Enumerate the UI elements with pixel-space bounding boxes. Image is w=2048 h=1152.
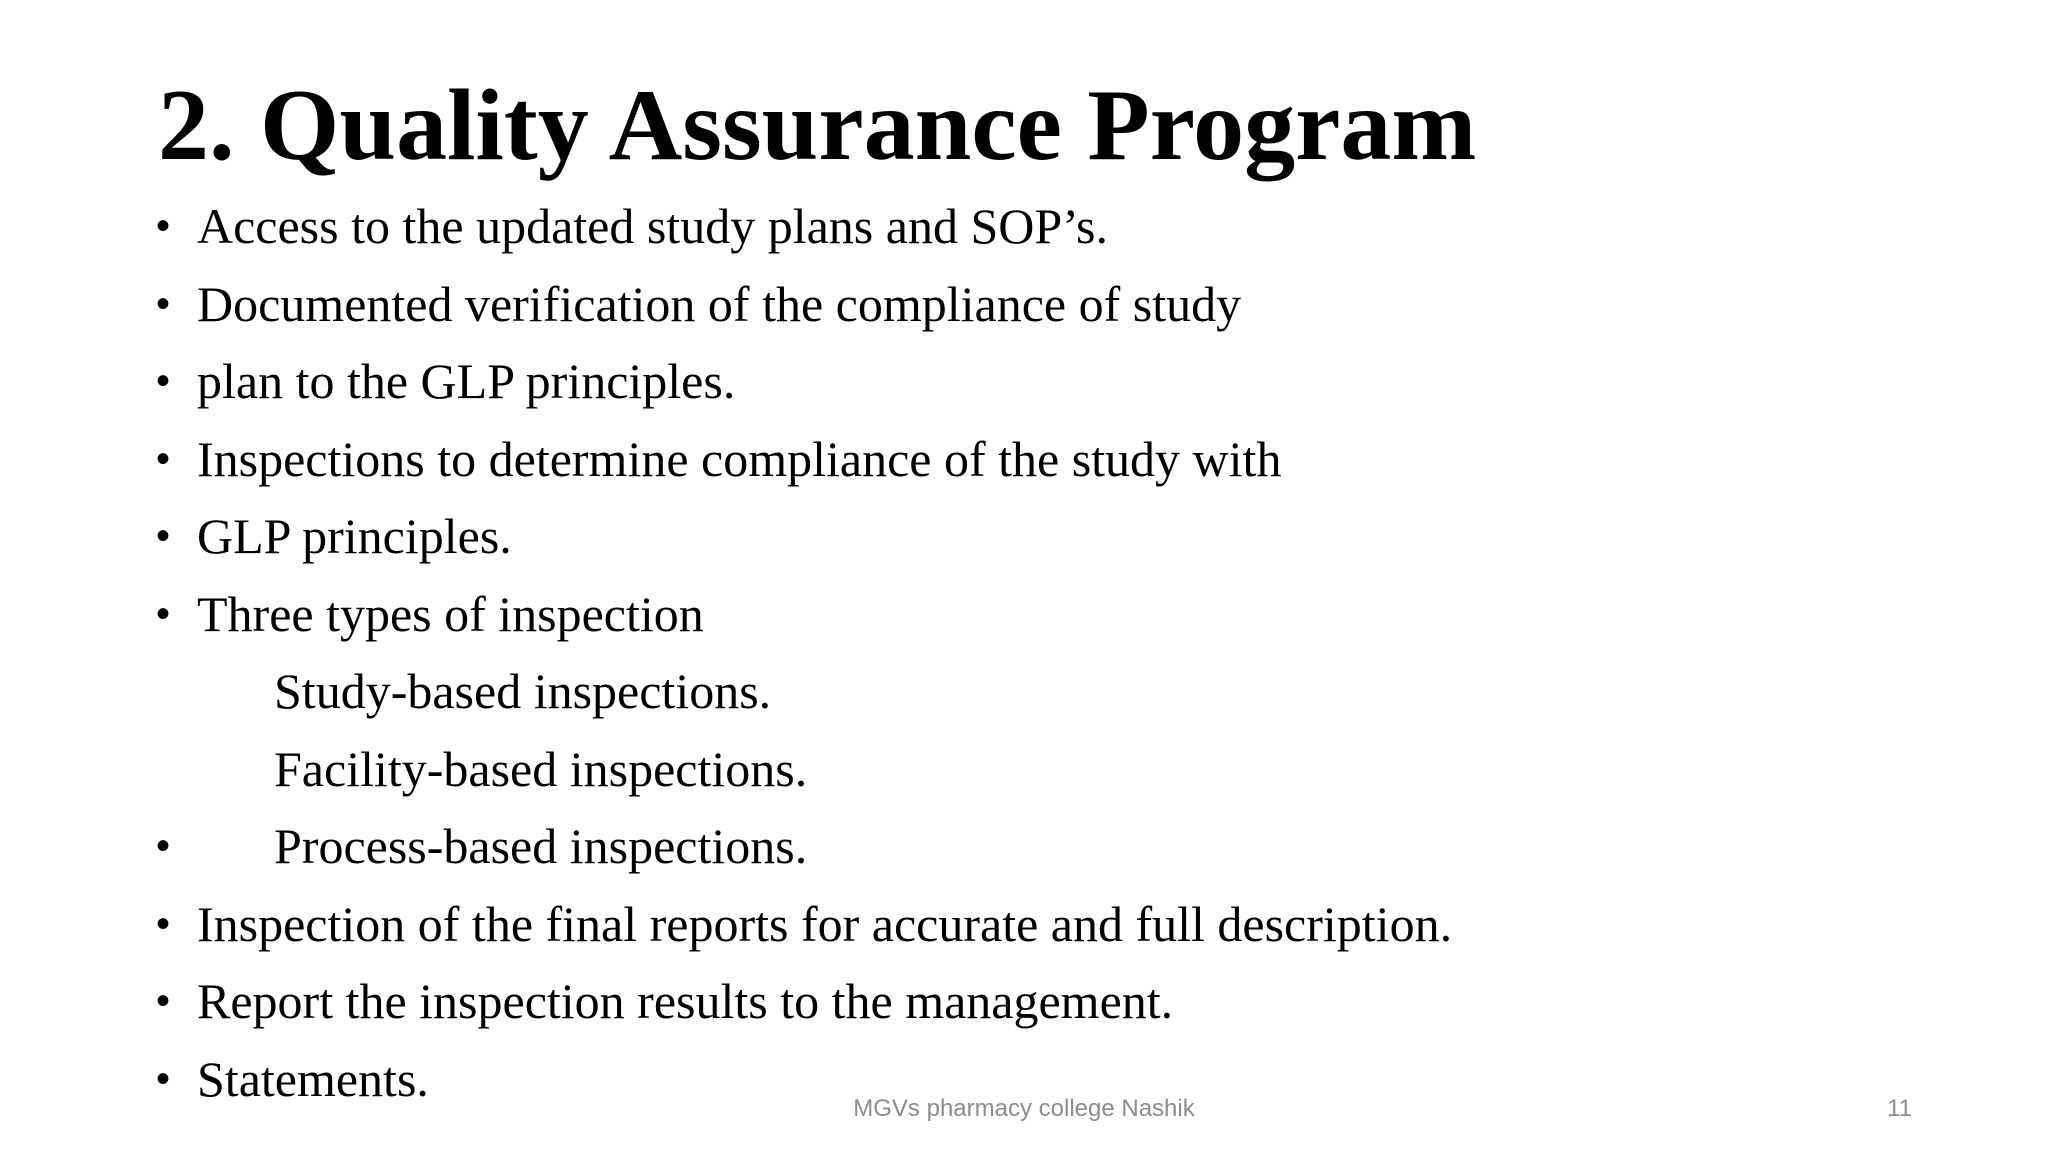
sub-list-item-text: Process-based inspections.	[274, 818, 808, 874]
list-item-text: Inspection of the final reports for accurate and full description.	[197, 895, 1453, 952]
bullet-marker: •	[156, 204, 171, 248]
list-item-text: Statements.	[197, 1050, 429, 1107]
bullet-marker: •	[156, 979, 171, 1023]
bullet-marker: •	[156, 591, 171, 636]
bullet-marker: •	[156, 901, 171, 946]
sub-list-item-text: Facility-based inspections.	[274, 740, 808, 797]
bullet-marker: •	[156, 359, 171, 403]
list-item-text: Inspections to determine compliance of the study with	[197, 430, 1282, 487]
bullet-marker: •	[156, 824, 171, 868]
sub-list-item-text: Study-based inspections.	[274, 663, 772, 719]
list-item-text: GLP principles.	[197, 508, 512, 564]
bullet-marker: •	[156, 281, 171, 326]
list-item-text: Documented verification of the compliance of study	[197, 275, 1242, 332]
list-item-text: Access to the updated study plans and SOP’s.	[197, 198, 1109, 254]
bullet-marker: •	[156, 436, 171, 481]
bullet-marker: •	[156, 514, 171, 558]
slide-footer: MGVs pharmacy college Nashik	[853, 1095, 1195, 1122]
list-item-text: Three types of inspection	[197, 585, 704, 642]
list-item-text: plan to the GLP principles.	[197, 353, 736, 409]
list-item-text: Report the inspection results to the management.	[197, 973, 1174, 1029]
slide-title: 2. Quality Assurance Program	[158, 69, 1477, 182]
bullet-marker: •	[156, 1056, 171, 1101]
page-number: 11	[1887, 1095, 1912, 1122]
